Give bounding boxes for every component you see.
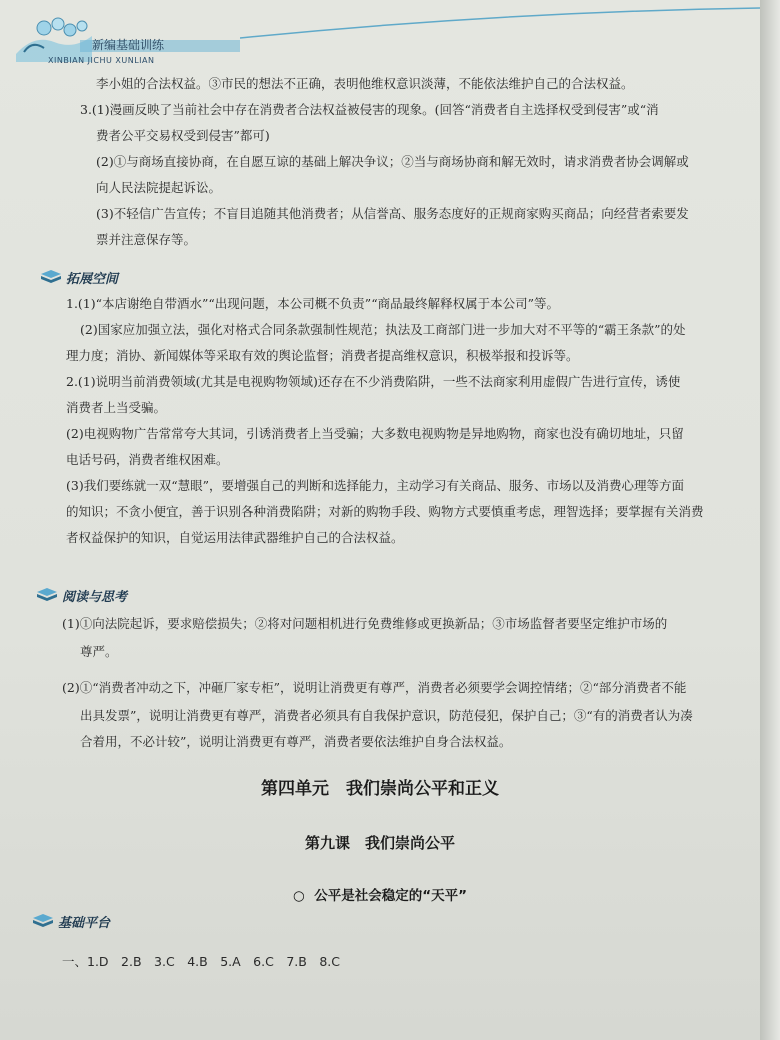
text-line: (2)①与商场直接协商，在自愿互谅的基础上解决争议；②当与商场协商和解无效时，请求消费者协会调解或: [96, 154, 689, 169]
text-line: 1.(1)“本店谢绝自带酒水”“出现问题，本公司概不负责”“商品最终解释权属于本公司”等。: [66, 296, 559, 311]
text-line: (1)①向法院起诉，要求赔偿损失；②将对问题相机进行免费维修或更换新品；③市场监督者要坚定维护市场的: [62, 616, 668, 631]
header-pinyin: XINBIAN JICHU XUNLIAN: [48, 56, 155, 65]
book-spine-shadow: [760, 0, 780, 1040]
text-line: 合着用，不必计较”，说明让消费更有尊严，消费者要依法维护自身合法权益。: [80, 734, 512, 749]
text-line: (3)我们要练就一双“慧眼”，要增强自己的判断和选择能力，主动学习有关商品、服务、市场以及消费心理等方面: [66, 478, 684, 493]
text-line: (2)国家应加强立法，强化对格式合同条款强制性规范；执法及工商部门进一步加大对不平等的“霸王条款”的处: [80, 322, 686, 337]
book-section-icon: [36, 586, 58, 602]
text-line: (3)不轻信广告宣传；不盲目追随其他消费者；从信誉高、服务态度好的正规商家购买商品；向经营者索要发: [96, 206, 689, 221]
text-line: (2)电视购物广告常常夸大其词，引诱消费者上当受骗；大多数电视购物是异地购物，商家也没有确切地址，只留: [66, 426, 684, 441]
text-line: 消费者上当受骗。: [66, 400, 167, 415]
section-title-tuozhan: 拓展空间: [66, 272, 119, 287]
header-title: 新编基础训练: [92, 38, 165, 52]
text-line: 者权益保护的知识，自觉运用法律武器维护自己的合法权益。: [66, 530, 404, 545]
text-line: 票并注意保存等。: [96, 232, 197, 247]
topic-title: [0, 884, 760, 904]
page-header: [0, 0, 760, 80]
unit-title: 第四单元 我们崇尚公平和正义: [261, 779, 499, 799]
lesson-title: 第九课 我们崇尚公平: [304, 834, 455, 852]
section-title-jichu: 基础平台: [58, 916, 111, 931]
circle-bullet-icon: ○: [293, 888, 305, 904]
book-section-icon: [32, 912, 54, 928]
text-line: 费者公平交易权受到侵害”都可): [96, 128, 270, 143]
text-line: (2)①“消费者冲动之下，冲砸厂家专柜”，说明让消费更有尊严，消费者必须要学会调控情绪；②“部分消费者不能: [62, 680, 687, 695]
text-line: 电话号码，消费者维权困难。: [66, 452, 229, 467]
text-line: 2.(1)说明当前消费领域(尤其是电视购物领域)还存在不少消费陷阱，一些不法商家利用虚假广告进行宣传，诱使: [66, 374, 681, 389]
text-line: 李小姐的合法权益。③市民的想法不正确，表明他维权意识淡薄，不能依法维护自己的合法权益。: [96, 76, 634, 91]
text-line: 3.(1)漫画反映了当前社会中存在消费者合法权益被侵害的现象。(回答“消费者自主选择权受到侵害”或“消: [80, 102, 659, 117]
text-line: 的知识；不贪小便宜，善于识别各种消费陷阱；对新的购物手段、购物方式要慎重考虑，理智选择；要掌握有关消费: [66, 504, 704, 519]
text-line: 向人民法院提起诉讼。: [96, 180, 222, 195]
topic-title-text: 公平是社会稳定的“天平”: [314, 888, 467, 904]
text-line: 尊严。: [80, 644, 118, 659]
section-title-yuedu: 阅读与思考: [62, 590, 128, 605]
book-section-icon: [40, 268, 62, 284]
header-curve-decoration: [240, 2, 760, 42]
text-line: 出具发票”，说明让消费更有尊严，消费者必须具有自我保护意识，防范侵犯，保护自己；③“有的消费者认为凑: [80, 708, 693, 723]
answer-key-line: 一、1.D 2.B 3.C 4.B 5.A 6.C 7.B 8.C: [62, 954, 340, 969]
text-line: 理力度；消协、新闻媒体等采取有效的舆论监督；消费者提高维权意识，积极举报和投诉等。: [66, 348, 579, 363]
